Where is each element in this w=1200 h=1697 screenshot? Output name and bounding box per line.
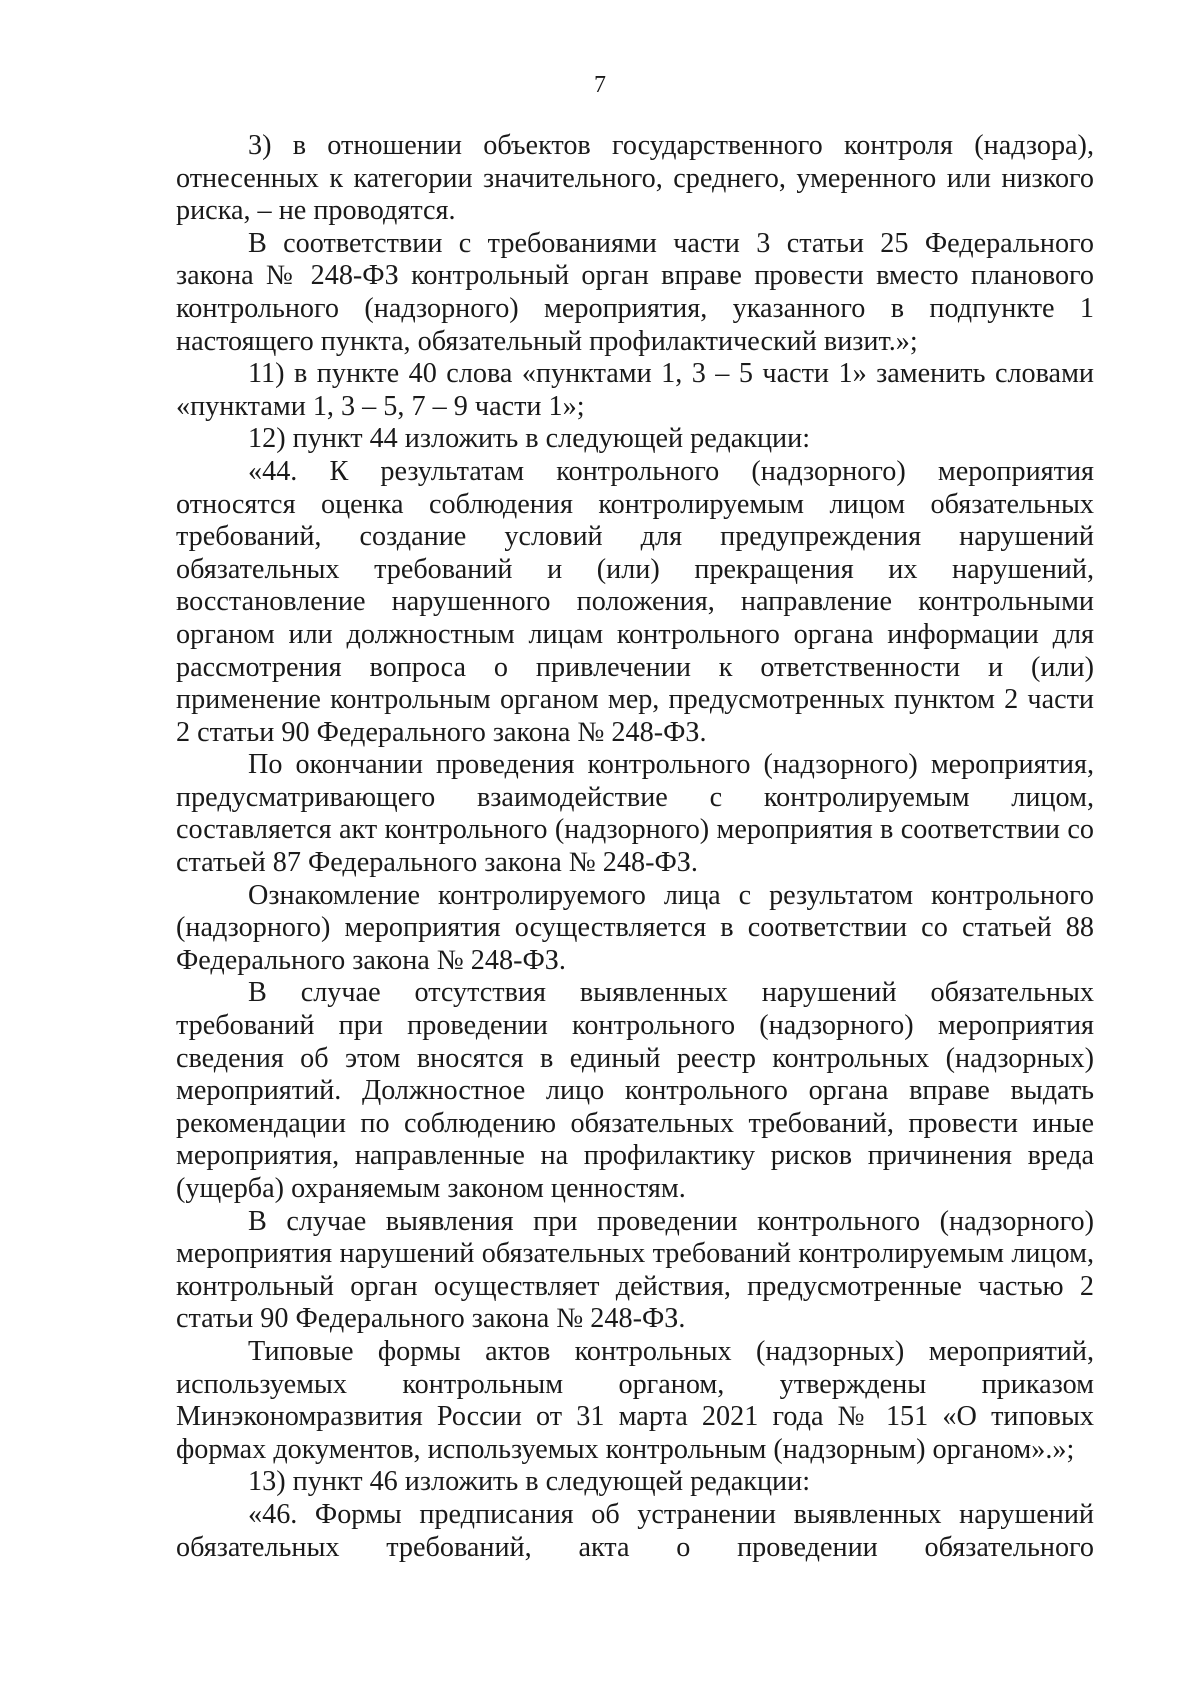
paragraph-clause-46: «46. Формы предписания об устранении выявленных нарушений обязательных требований, акта о проведении обязательного bbox=[176, 1498, 1094, 1563]
paragraph-act-drawing-up: По окончании проведения контрольного (надзорного) мероприятия, предусматривающего взаимодействие с контролируемым лицом, составляется акт контрольного (надзорного) мероприятия в соответствии со статьей 87 Федерального закона № 248-ФЗ. bbox=[176, 749, 1094, 879]
page-number: 7 bbox=[594, 72, 606, 98]
paragraph-standard-forms: Типовые формы актов контрольных (надзорных) мероприятий, используемых контрольным органом, утверждены приказом Минэкономразвития России от 31 марта 2021 года № 151 «О типовых формах документов, используемых контрольным (надзорным) органом».»; bbox=[176, 1335, 1094, 1465]
paragraph-clause-44: «44. К результатам контрольного (надзорного) мероприятия относятся оценка соблюдения контролируемым лицом обязательных требований, создание условий для предупреждения нарушений обязательных требований и (или) прекращения их нарушений, восстановление нарушенного положения, направление контрольными органом или должностным лицам контрольного органа информации для рассмотрения вопроса о привлечении к ответственности и (или) применение контрольным органом мер, предусмотренных пунктом 2 части 2 статьи 90 Федерального закона № 248-ФЗ. bbox=[176, 455, 1094, 748]
paragraph-item-11: 11) в пункте 40 слова «пунктами 1, 3 – 5 части 1» заменить словами «пунктами 1, 3 – 5, 7 – 9 части 1»; bbox=[176, 358, 1094, 422]
paragraph-no-violations: В случае отсутствия выявленных нарушений обязательных требований при проведении контрольного (надзорного) мероприятия сведения об этом вносятся в единый реестр контрольных (надзорных) мероприятий. Должностное лицо контрольного органа вправе выдать рекомендации по соблюдению обязательных требований, провести иные мероприятия, направленные на профилактику рисков причинения вреда (ущерба) охраняемым законом ценностям. bbox=[176, 977, 1094, 1204]
paragraph-federal-law-visit: В соответствии с требованиями части 3 статьи 25 Федерального закона № 248-ФЗ контрольный орган вправе провести вместо планового контрольного (надзорного) мероприятия, указанного в подпункте 1 настоящего пункта, обязательный профилактический визит.»; bbox=[176, 227, 1094, 357]
paragraph-item-13: 13) пункт 46 изложить в следующей редакции: bbox=[248, 1466, 811, 1498]
paragraph-item-3: 3) в отношении объектов государственного контроля (надзора), отнесенных к категории значительного, среднего, умеренного или низкого риска, – не проводятся. bbox=[176, 130, 1094, 227]
document-body bbox=[176, 130, 1094, 1564]
paragraph-violations-found: В случае выявления при проведении контрольного (надзорного) мероприятия нарушений обязательных требований контролируемым лицом, контрольный орган осуществляет действия, предусмотренные частью 2 статьи 90 Федерального закона № 248-ФЗ. bbox=[176, 1205, 1094, 1335]
paragraph-familiarization: Ознакомление контролируемого лица с результатом контрольного (надзорного) мероприятия осуществляется в соответствии со статьей 88 Федерального закона № 248-ФЗ. bbox=[176, 879, 1094, 976]
paragraph-item-12: 12) пункт 44 изложить в следующей редакции: bbox=[248, 423, 811, 455]
